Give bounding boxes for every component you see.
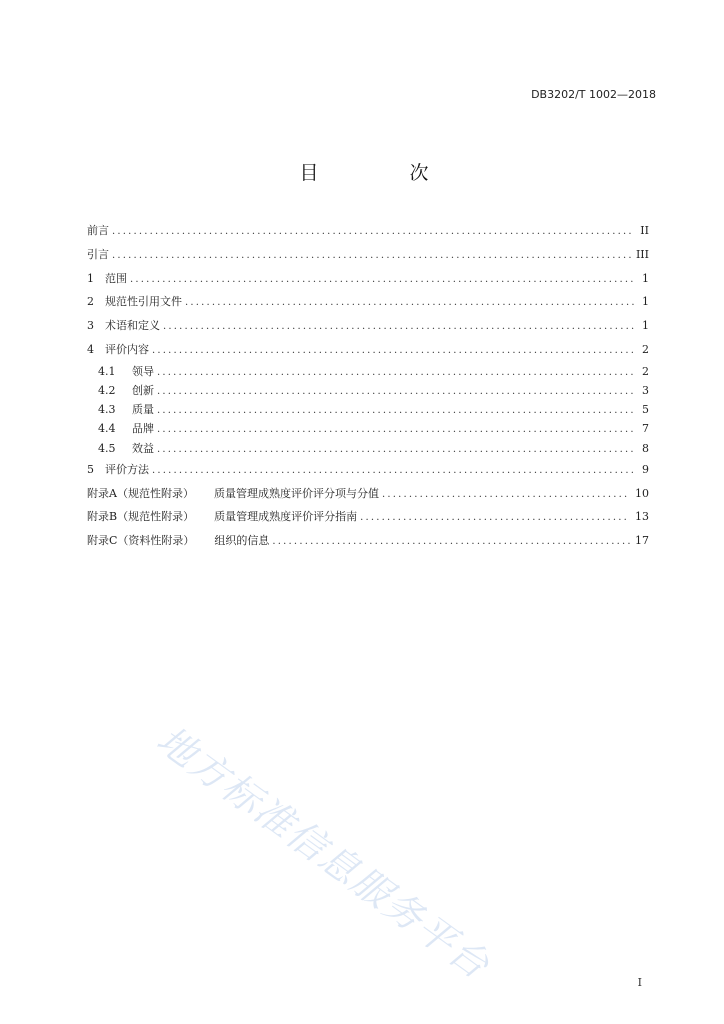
- toc-page: 17: [635, 534, 649, 548]
- toc-page: 7: [642, 422, 649, 436]
- toc-entry-evaluation-content[interactable]: [87, 338, 649, 362]
- toc-number: 附录C（资料性附录）: [87, 534, 195, 548]
- toc-number: 4.2: [98, 383, 116, 397]
- toc-entry-introduction[interactable]: [87, 243, 649, 267]
- toc-leader-dots: [157, 440, 634, 459]
- toc-number: 3: [87, 319, 94, 333]
- toc-entry-brand[interactable]: [87, 419, 649, 438]
- toc-page: 8: [642, 441, 649, 455]
- toc-label: 组织的信息: [214, 534, 270, 548]
- toc-number: 4.4: [98, 422, 116, 436]
- toc-entry-appendix-b[interactable]: [87, 505, 649, 529]
- toc-number: 附录B（规范性附录）: [87, 510, 195, 524]
- toc-entry-foreword[interactable]: [87, 219, 649, 243]
- toc-label: 术语和定义: [105, 319, 160, 333]
- toc-label: 领导: [132, 364, 154, 378]
- toc-leader-dots: [112, 244, 631, 268]
- toc-label: 前言: [87, 224, 109, 237]
- toc-entry-terms[interactable]: [87, 314, 649, 338]
- toc-leader-dots: [130, 268, 634, 292]
- toc-entry-innovation[interactable]: [87, 381, 649, 400]
- toc-page: 3: [642, 383, 649, 397]
- watermark: 地方标准信息服务平台: [148, 717, 499, 989]
- toc-page: 10: [635, 486, 649, 500]
- toc-number: 1: [87, 271, 94, 285]
- toc-label: 质量: [132, 403, 154, 417]
- document-code: DB3202/T 1002—2018: [531, 88, 656, 101]
- toc-entry-appendix-a[interactable]: [87, 482, 649, 506]
- toc-page: III: [635, 247, 649, 261]
- toc-leader-dots: [382, 483, 630, 507]
- toc-label: 评价内容: [105, 342, 149, 356]
- toc-page: 13: [635, 510, 649, 524]
- toc-number: 5: [87, 462, 94, 476]
- toc-entry-appendix-c[interactable]: [87, 529, 649, 553]
- toc-entry-scope[interactable]: [87, 267, 649, 291]
- toc-label: 质量管理成熟度评价评分指南: [214, 510, 358, 524]
- toc-label: 引言: [87, 247, 109, 261]
- toc-number: 2: [87, 295, 94, 309]
- toc-label: 效益: [132, 441, 154, 455]
- toc-page: II: [640, 224, 649, 237]
- toc-label: 创新: [132, 383, 154, 397]
- toc-leader-dots: [157, 420, 634, 439]
- toc-entry-leadership[interactable]: [87, 362, 649, 381]
- toc-number: 4: [87, 342, 94, 356]
- toc-label: 评价方法: [105, 462, 149, 476]
- page-number: I: [637, 976, 642, 989]
- toc-label: 质量管理成熟度评价评分项与分值: [213, 486, 379, 500]
- table-of-contents: [87, 219, 649, 553]
- toc-page: 1: [642, 295, 649, 309]
- page-title: 目 次: [299, 162, 465, 184]
- toc-leader-dots: [157, 401, 634, 420]
- toc-label: 品牌: [132, 422, 154, 436]
- toc-label: 范围: [105, 271, 127, 285]
- toc-leader-dots: [360, 506, 630, 530]
- toc-leader-dots: [272, 530, 630, 554]
- toc-leader-dots: [112, 220, 634, 244]
- toc-leader-dots: [185, 291, 634, 315]
- toc-entry-benefit[interactable]: [87, 439, 649, 458]
- toc-entry-quality[interactable]: [87, 400, 649, 419]
- toc-leader-dots: [163, 315, 634, 339]
- toc-page: 5: [642, 403, 649, 417]
- toc-leader-dots: [152, 339, 634, 363]
- toc-page: 2: [642, 342, 649, 356]
- toc-leader-dots: [157, 363, 634, 382]
- toc-label: 规范性引用文件: [105, 295, 182, 309]
- toc-page: 9: [642, 462, 649, 476]
- toc-page: 1: [642, 319, 649, 333]
- toc-number: 4.1: [98, 364, 116, 378]
- toc-page: 2: [642, 364, 649, 378]
- toc-leader-dots: [157, 382, 634, 401]
- toc-number: 4.3: [98, 403, 116, 417]
- toc-entry-normative-references[interactable]: [87, 290, 649, 314]
- toc-leader-dots: [152, 459, 634, 483]
- toc-number: 附录A（规范性附录）: [87, 486, 194, 500]
- toc-number: 4.5: [98, 441, 116, 455]
- toc-page: 1: [642, 271, 649, 285]
- toc-entry-evaluation-method[interactable]: [87, 458, 649, 482]
